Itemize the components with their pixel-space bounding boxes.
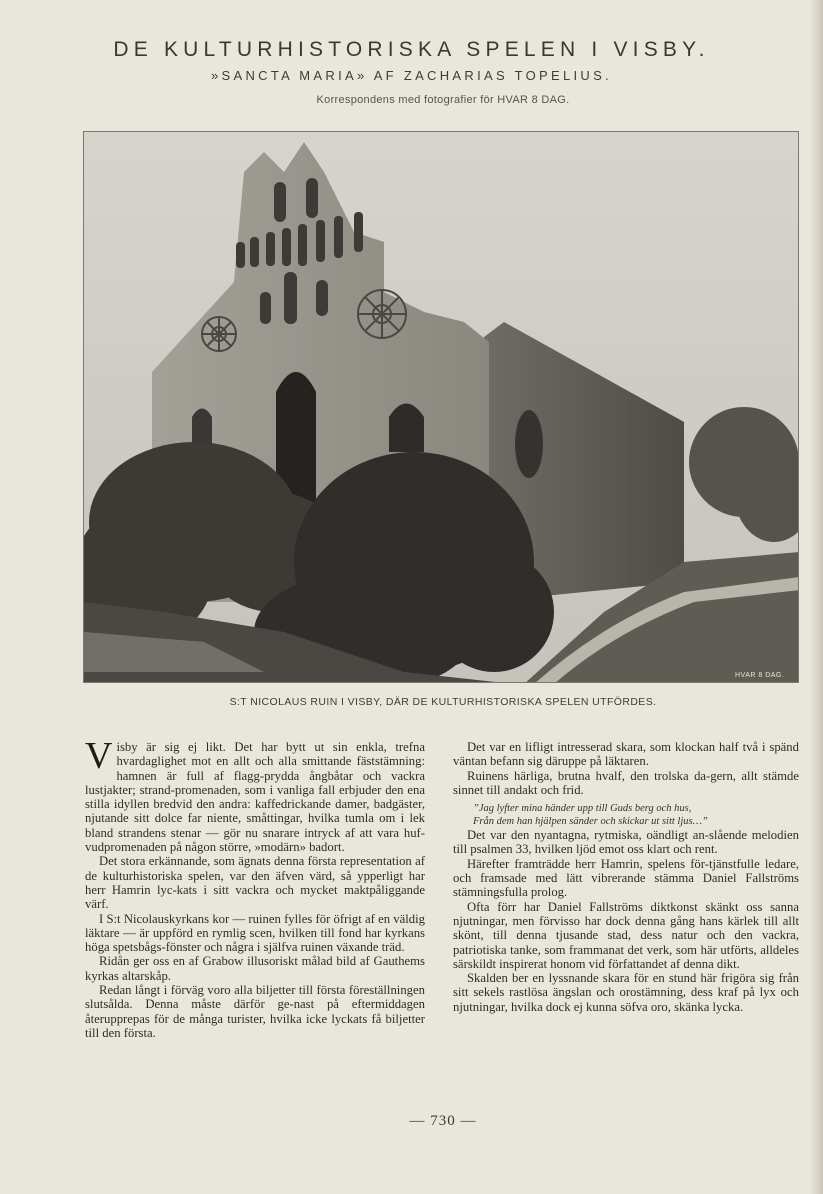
paragraph: Det var en lifligt intresserad skara, som klockan half två i spänd väntan befann sig däruppe på läktaren. — [453, 740, 799, 769]
article-title: DE KULTURHISTORISKA SPELEN I VISBY. — [113, 38, 710, 61]
page-number: — 730 — — [409, 1113, 477, 1129]
article-byline: Korrespondens med fotografier för HVAR 8 DAG. — [316, 94, 570, 106]
paragraph: I S:t Nicolauskyrkans kor — ruinen fylles för öfrigt af en väldig läktare — är uppförd en rymlig scen, hvilken till fond har kyrkans höga spetsbågs-fönster och några i själfva ruinen växande träd. — [85, 911, 425, 955]
church-ruin-photo — [83, 131, 799, 683]
paragraph: Visby är sig ej likt. Det har bytt ut sin enkla, trefna hvardaglighet mot en allt och alla smittande fäststämning: hamnen är full af flagg-prydda ångbåtar och vackra lustjakter; strand-promenaden, som i vanliga fall erbjuder den ena stilla idyllen bredvid den andra: kaffedrickande damer, badgäster, njutande sitt dolce far niente, småttingar, hvilka tumla om i lek bland strandens stenar — gör nu snarare intryck af att vara huf-vudpromenaden på någon större, »modärn» badort. — [85, 735, 425, 855]
verse-line: Från dem han hjälpen sänder och skickar ut sitt ljus…” — [473, 815, 708, 827]
paragraph: Ridån ger oss en af Grabow illusoriskt målad bild af Gauthems kyrkas altarskåp. — [85, 954, 425, 983]
paragraph: Härefter framträdde herr Hamrin, spelens för-tjänstfulle ledare, och framsade med lätt vibrerande stämma Daniel Fallströms stämningsfulla prolog. — [453, 856, 799, 900]
verse-line: ”Jag lyfter mina händer upp till Guds berg och hus, — [473, 803, 692, 815]
drop-cap: V — [85, 735, 113, 777]
photo-watermark: HVAR 8 DAG. — [735, 672, 785, 679]
paragraph: Ofta förr har Daniel Fallströms diktkonst skänkt oss sanna njutningar, men förvisso har dock denna gång hans kärlek till allt skönt, till denna tjusande stad, dess natur och den vackra, patriotiska tanke, som frammanat det verk, som här utförts, alldeles särskildt inspirerat honom vid författandet af denna dikt. — [453, 899, 799, 971]
paragraph: Det stora erkännande, som ägnats denna första representation af de kulturhistoriska spelen, var den äfven värd, så ypperligt har herr Hamrin lyc-kats i sitt vackra och mycket maktpåliggande värf. — [85, 854, 425, 912]
article-subtitle: »SANCTA MARIA» AF ZACHARIAS TOPELIUS. — [211, 68, 612, 83]
paragraph: Det var den nyantagna, rytmiska, oändligt an-slående melodien till psalmen 33, hvilken ljöd emot oss klart och rent. — [453, 828, 799, 857]
article-column-right — [453, 740, 799, 1014]
photo-caption: S:T NICOLAUS RUIN I VISBY, DÄR DE KULTURHISTORISKA SPELEN UTFÖRDES. — [229, 696, 657, 708]
page-spine-shadow — [809, 0, 823, 1194]
paragraph: Redan långt i förväg voro alla biljetter till första föreställningen slutsålda. Denna måste därför ge-nast på eftermiddagen återupprepas för de många turister, hvilka icke lyckats få biljetter till den första. — [85, 983, 425, 1040]
hymn-verse — [473, 803, 799, 828]
paragraph: Skalden ber en lyssnande skara för en stund här frigöra sig från sitt sekels rastlösa ängslan och orostämning, dess kraf på lyx och njutningar, hvilka dock ej kunna söfva oro, skänka lycka. — [453, 971, 799, 1014]
article-column-left — [85, 735, 425, 1040]
paragraph: Ruinens härliga, brutna hvalf, den trolska da-gern, allt stämde sinnet till andakt och frid. — [453, 768, 799, 797]
